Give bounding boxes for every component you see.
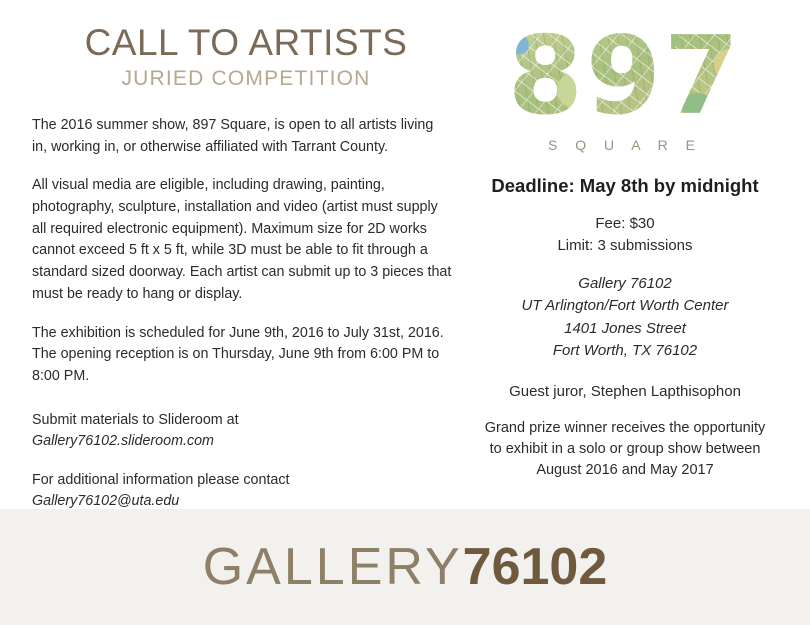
contact-label: For additional information please contact: [32, 471, 290, 488]
right-column: [460, 14, 790, 481]
submit-label: Submit materials to Slideroom at: [32, 411, 239, 428]
contact-email-link[interactable]: Gallery76102@uta.edu: [32, 493, 180, 510]
address-line-venue: Gallery 76102: [578, 274, 672, 292]
paragraph-media-rules: All visual media are eligible, including drawing, painting, photography, sculpture, installation and video (artist must supply all required electronic equipment). Maximum size for 2D works cannot exceed 5 ft x 5 ft, while 3D must be able to fit through a standard sized doorway. Each artist can submit up to 3 pieces that must be ready to hang or display.: [32, 177, 452, 302]
prize-line-2: to exhibit in a solo or group show between: [489, 440, 761, 457]
paragraph-eligibility: The 2016 summer show, 897 Square, is open to all artists living in, working in, or otherwise affiliated with Tarrant County.: [32, 116, 434, 155]
gallery-wordmark: [202, 538, 608, 596]
page-subtitle: JURIED COMPETITION: [121, 66, 371, 90]
prize-block: [460, 418, 790, 481]
left-column: [32, 24, 452, 513]
wordmark-76102: 76102: [462, 538, 608, 596]
footer-bar: [0, 509, 810, 625]
deadline-text: Deadline: May 8th by midnight: [491, 175, 759, 197]
prize-line-1: Grand prize winner receives the opportunity: [484, 419, 766, 436]
juror-text: Guest juror, Stephen Lapthisophon: [509, 382, 741, 400]
prize-line-3: August 2016 and May 2017: [536, 461, 714, 478]
logo-square-word: S Q U A R E: [547, 137, 703, 154]
limit-text: Limit: 3 submissions: [557, 237, 693, 255]
address-block: [460, 273, 790, 363]
paragraph-exhibition-dates: The exhibition is scheduled for June 9th, 2016 to July 31st, 2016. The opening reception is on Thursday, June 9th from 6:00 PM to 8:00 PM.: [32, 324, 444, 385]
address-line-org: UT Arlington/Fort Worth Center: [521, 297, 729, 315]
contact-block: [32, 410, 452, 513]
wordmark-gallery: GALLERY: [202, 538, 463, 596]
address-line-city: Fort Worth, TX 76102: [552, 342, 698, 360]
spacer: [32, 453, 452, 470]
address-line-street: 1401 Jones Street: [564, 319, 686, 337]
logo-897-number: 897: [460, 20, 790, 133]
slideroom-link[interactable]: Gallery76102.slideroom.com: [32, 433, 214, 450]
fee-text: Fee: $30: [595, 215, 655, 233]
page-title: CALL TO ARTISTS: [84, 22, 408, 63]
